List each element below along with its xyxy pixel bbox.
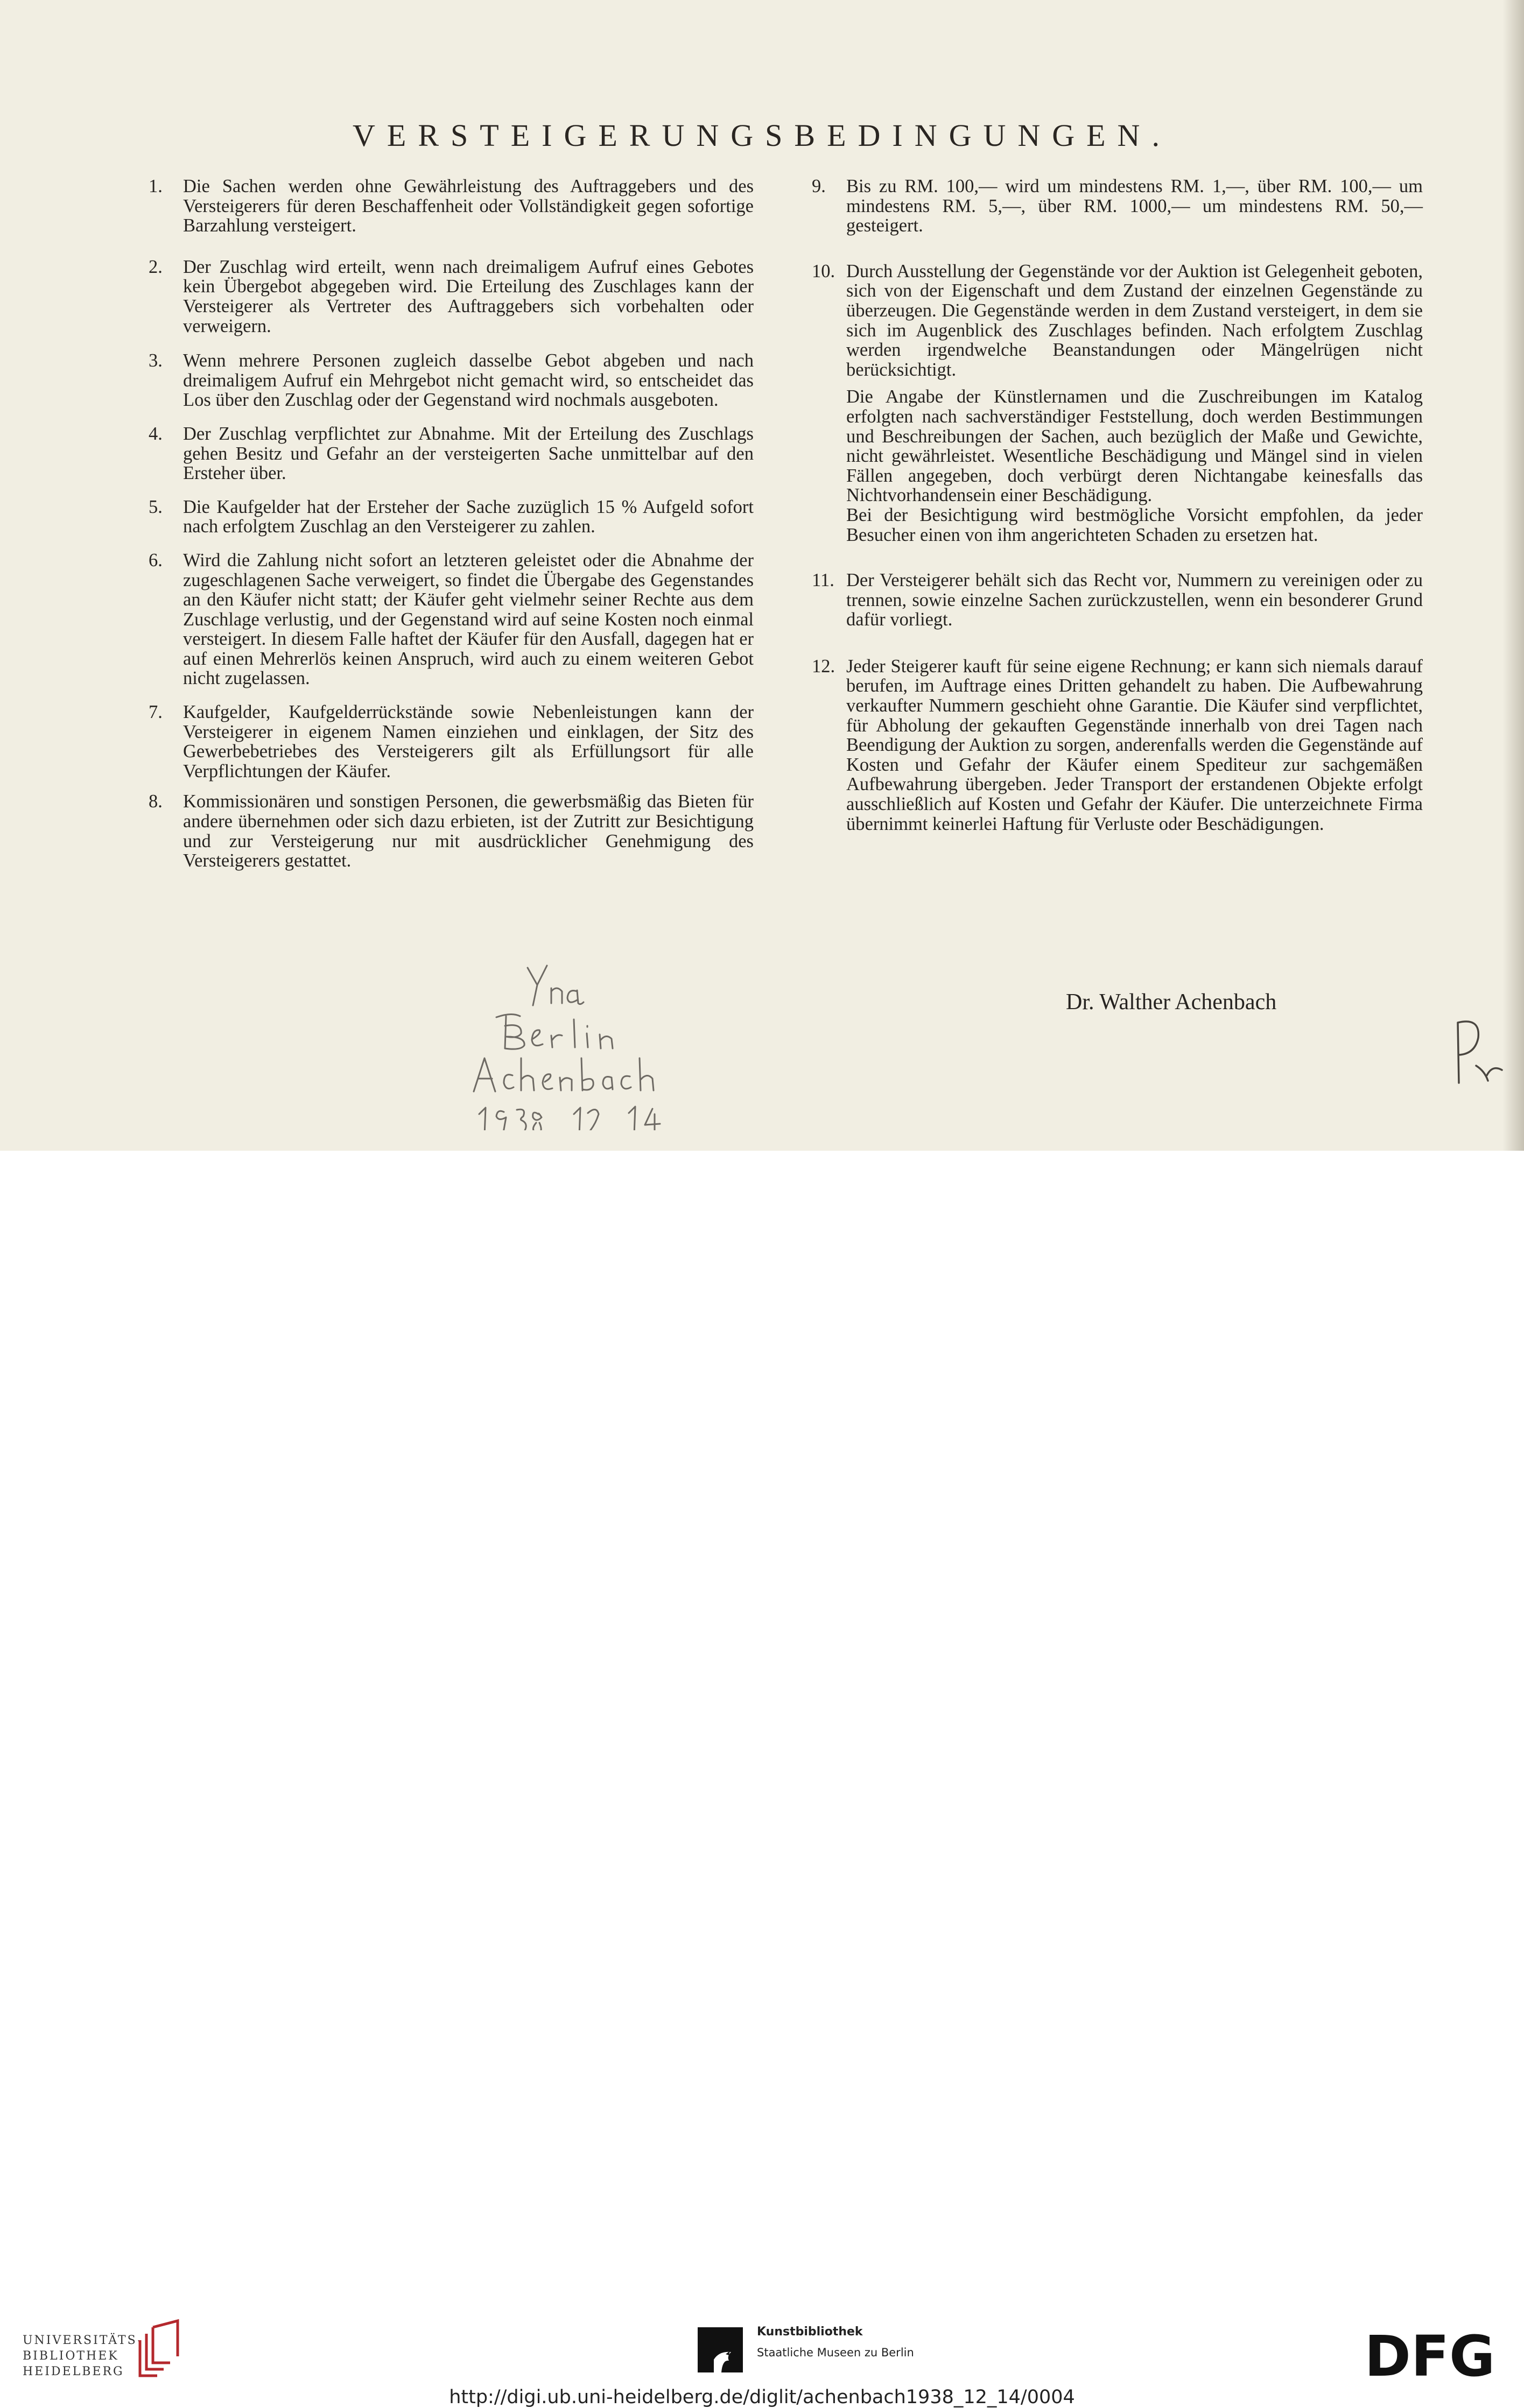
permalink-url[interactable]: http://digi.ub.uni-heidelberg.de/diglit/achenbach1938_12_14/0004 <box>449 2386 1075 2408</box>
condition-item <box>149 702 754 781</box>
kunstbibliothek-title: Kunstbibliothek <box>757 2325 863 2339</box>
condition-text: Der Zuschlag wird erteilt, wenn nach dreimaligem Aufruf eines Gebotes kein Übergebot abgegeben wird. Die Erteilung des Zuschlages kann der Versteigerer als Vertreter des Auftraggebers sich vorbehalten oder verweigern. <box>183 256 754 336</box>
ub-heidelberg-logo-icon <box>136 2319 184 2378</box>
condition-text: Wird die Zahlung nicht sofort an letzteren geleistet oder die Abnahme der zugeschlagenen Sache verweigert, so findet die Übergabe des Gegenstandes an den Käufer nicht statt; der Käufer geht vielmehr seiner Rechte aus dem Zuschlage verlustig, und der Gegenstand wird auf seine Kosten noch einmal versteigert. In diesem Falle haftet der Käufer für den Ausfall, dagegen hat er auf einen Mehrerlös keinen Anspruch, wird auch zu einem weiteren Gebot nicht zugelassen. <box>183 550 754 689</box>
condition-text: Der Zuschlag verpflichtet zur Abnahme. Mit der Erteilung des Zuschlags gehen Besitz und Gefahr an der versteigerten Sache unmittelbar auf den Ersteher über. <box>183 423 754 484</box>
kunstbibliothek-eagle-icon <box>698 2327 743 2372</box>
condition-item <box>812 571 1423 630</box>
condition-text: Die Kaufgelder hat der Ersteher der Sache zuzüglich 15 % Aufgeld sofort nach erfolgtem Zuschlag an den Versteigerer zu zahlen. <box>183 496 754 537</box>
footer-bar <box>0 1151 1524 2408</box>
condition-text: Wenn mehrere Personen zugleich dasselbe Gebot abgeben und nach dreimaligem Aufruf ein Mehrgebot nicht gemacht wird, so entscheidet das Los über den Zuschlag oder der Gegenstand wird nochmals ausgeboten. <box>183 350 754 411</box>
ub-heidelberg-logo-text <box>23 2333 143 2379</box>
condition-item <box>149 351 754 410</box>
condition-text-continued: Die Angabe der Künstlernamen und die Zuschreibungen im Katalog erfolgten nach sachverständiger Feststellung, doch werden Bestimmungen und Beschreibungen der Sachen, auch bezüglich der Maße und Gewichte, nicht gewährleistet. Wesentliche Beschädigung und Mängel sind in vielen Fällen angegeben, doch verbürgt deren Nichtangabe keinesfalls das Nichtvorhandensein einer Beschädigung. <box>846 386 1423 506</box>
scanned-page <box>0 0 1524 1151</box>
condition-item <box>812 262 1423 545</box>
kunstbibliothek-subtitle: Staatliche Museen zu Berlin <box>757 2346 914 2359</box>
condition-text: Durch Ausstellung der Gegenstände vor der Auktion ist Gelegenheit geboten, sich von der Eigenschaft und dem Zustand der einzelnen Gegenstände zu überzeugen. Die Gegenstände werden in dem Zustand versteigert, in dem sie sich im Augenblick des Zuschlages befinden. Nach erfolgtem Zuschlag werden irgendwelche Beanstandungen oder Mängelrügen nicht berücksichtigt. <box>846 260 1423 380</box>
page-title: VERSTEIGERUNGSBEDINGUNGEN. <box>353 118 1171 153</box>
handwritten-pencil-note <box>452 953 705 1130</box>
condition-number: 2. <box>149 256 163 277</box>
kunstbibliothek-logo-text <box>757 2325 914 2359</box>
condition-text: Kommissionären und sonstigen Personen, die gewerbsmäßig das Bieten für andere übernehmen oder sich dazu erbieten, ist der Zutritt zur Besichtigung und zur Versteigerung nur mit ausdrücklicher Genehmigung des Versteigerers gestattet. <box>183 791 754 871</box>
signature: Dr. Walther Achenbach <box>1066 990 1277 1015</box>
condition-item <box>149 177 754 236</box>
condition-text: Die Sachen werden ohne Gewährleistung des Auftraggebers und des Versteigerers für deren Beschaffenheit oder Vollständigkeit gegen sofortige Barzahlung versteigert. <box>183 176 754 236</box>
condition-item <box>149 497 754 537</box>
ub-line: HEIDELBERG <box>23 2365 124 2378</box>
condition-item <box>149 551 754 688</box>
condition-text: Kaufgelder, Kaufgelderrückstände sowie Nebenleistungen kann der Versteigerer in eigenem Namen einziehen und einklagen, der Sitz des Gewerbebetriebes des Versteigerers gilt als Erfüllungsort für alle Verpflichtungen der Käufer. <box>183 702 754 781</box>
condition-text: Der Versteigerer behält sich das Recht vor, Nummern zu vereinigen oder zu trennen, sowie einzelne Sachen zurückzustellen, wenn ein besonderer Grund dafür vorliegt. <box>846 570 1423 630</box>
condition-item <box>149 257 754 336</box>
condition-item <box>812 177 1423 236</box>
conditions-right-column <box>812 177 1423 834</box>
condition-number: 11. <box>812 570 834 591</box>
condition-number: 1. <box>149 176 163 196</box>
condition-item <box>149 792 754 870</box>
condition-number: 4. <box>149 423 163 444</box>
condition-item <box>149 424 754 483</box>
condition-number: 8. <box>149 791 163 812</box>
condition-number: 7. <box>149 702 163 723</box>
ub-line: BIBLIOTHEK <box>23 2349 119 2363</box>
page-edge-shadow <box>1502 0 1524 1151</box>
dfg-logo <box>1357 2330 1503 2379</box>
condition-number: 9. <box>812 176 826 196</box>
condition-text-continued: Bei der Besichtigung wird bestmögliche Vorsicht empfohlen, da jeder Besucher einen von ihm angerichteten Schaden zu ersetzen hat. <box>846 504 1423 545</box>
condition-number: 12. <box>812 656 835 677</box>
ub-line: UNIVERSITÄTS- <box>23 2334 143 2347</box>
condition-text: Bis zu RM. 100,— wird um mindestens RM. 1,—, über RM. 100,— um mindestens RM. 5,—, über RM. 1000,— um mindestens RM. 50,— gesteigert. <box>846 176 1423 236</box>
condition-item <box>812 657 1423 834</box>
condition-number: 3. <box>149 350 163 371</box>
condition-number: 10. <box>812 260 835 281</box>
conditions-left-column <box>149 177 754 871</box>
condition-number: 5. <box>149 496 163 517</box>
condition-text: Jeder Steigerer kauft für seine eigene Rechnung; er kann sich niemals darauf berufen, im Auftrage eines Dritten gehandelt zu haben. Die Aufbewahrung verkaufter Nummern geschieht ohne Garantie. Die Käufer sind verpflichtet, für Abholung der gekauften Gegenstände innerhalb von drei Tagen nach Beendigung der Auktion zu sorgen, anderenfalls werden die Gegenstände auf Kosten und Gefahr der Käufer einem Spediteur zur sachgemäßen Aufbewahrung übergeben. Jeder Transport der erstandenen Objekte erfolgt ausschließlich auf Kosten und Gefahr der Käufer. Die unterzeichnete Firma übernimmt keinerlei Haftung für Verluste oder Beschädigungen. <box>846 656 1423 834</box>
dfg-logo-text: DFG <box>1364 2330 1495 2379</box>
condition-number: 6. <box>149 550 163 571</box>
